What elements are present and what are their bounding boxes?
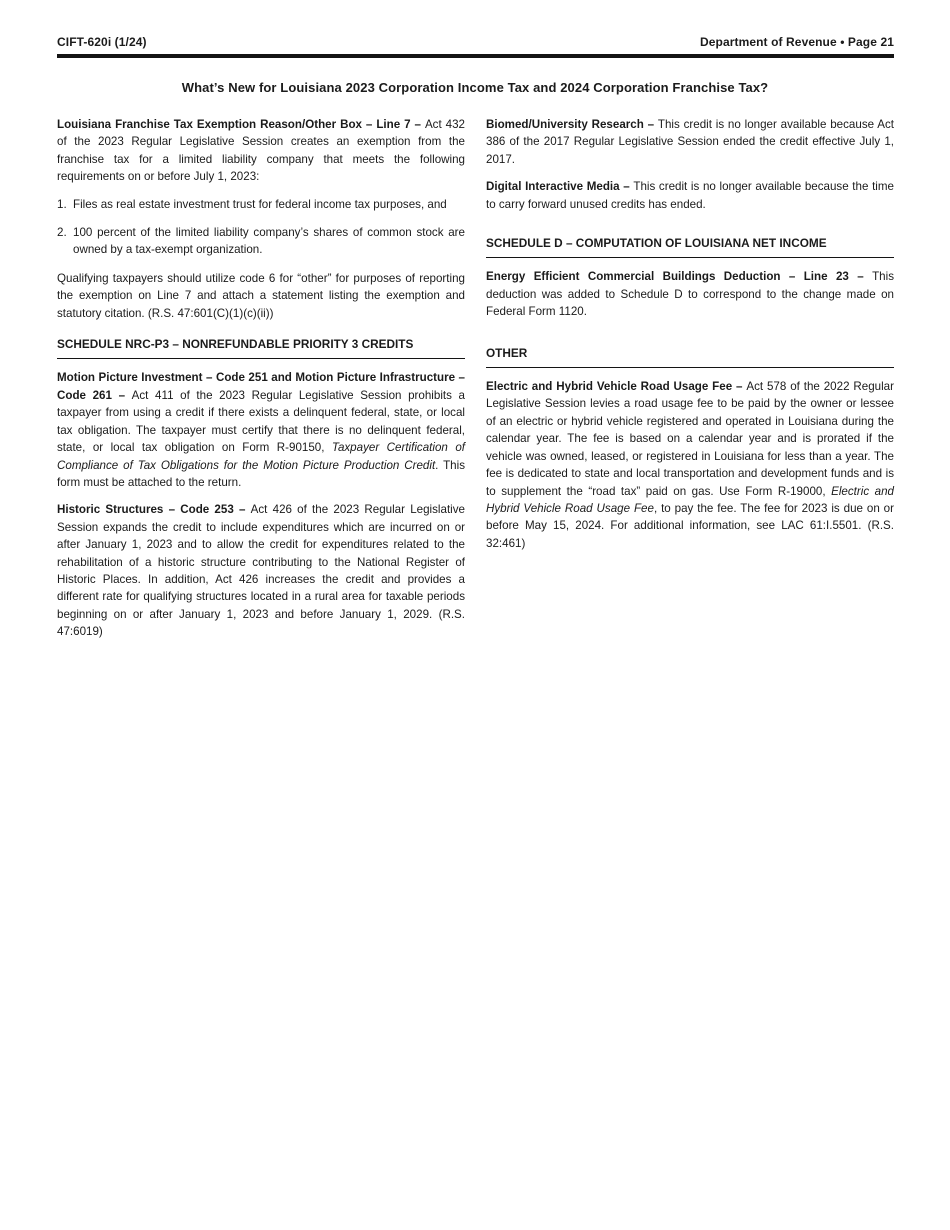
electric-vehicle-lead: Electric and Hybrid Vehicle Road Usage Fee – <box>486 380 747 394</box>
energy-deduction-body: This deduction was added to Schedule D to correspond to the change made on Federal Form 1120. <box>486 270 894 319</box>
motion-picture-lead: Motion Picture Investment – Code 251 and Motion Picture Infrastructure – Code 261 – <box>57 371 465 402</box>
electric-vehicle-paragraph <box>486 378 894 552</box>
list-item-number: 2. <box>57 226 67 240</box>
historic-structures-body: Act 426 of the 2023 Regular Legislative Session expands the credit to include expenditures which are incurred on or after January 1, 2023 and to allow the credit for expenditures related to the rehabilitation of a historic structure contributing to the National Register of Historic Places. In addition, Act 426 increases the credit and provides a different rate for qualifying structures located in a rural area for taxable periods beginning on or after January 1, 2023 and before January 1, 2029. (R.S. 47:6019) <box>57 503 465 639</box>
section-heading-nrc-p3: SCHEDULE NRC-P3 – NONREFUNDABLE PRIORITY 3 CREDITS <box>57 336 465 359</box>
list-item-text: Files as real estate investment trust for federal income tax purposes, and <box>73 197 447 211</box>
digital-media-lead: Digital Interactive Media – <box>486 180 634 194</box>
list-item-number: 1. <box>57 197 67 211</box>
page-header <box>57 35 894 49</box>
page-title: What’s New for Louisiana 2023 Corporation Income Tax and 2024 Corporation Franchise Tax? <box>181 80 769 95</box>
historic-structures-lead: Historic Structures – Code 253 – <box>57 503 251 517</box>
section-heading-schedule-d: SCHEDULE D – COMPUTATION OF LOUISIANA NET INCOME <box>486 235 894 258</box>
form-number: CIFT-620i (1/24) <box>57 35 147 49</box>
franchise-exemption-body: Act 432 of the 2023 Regular Legislative Session creates an exemption from the franchise tax for a limited liability company that meets the following requirements on or before July 1, 2023: <box>57 118 465 184</box>
right-column <box>486 116 894 651</box>
energy-deduction-paragraph <box>486 268 894 320</box>
electric-vehicle-body1: Act 578 of the 2022 Regular Legislative Session levies a road usage fee to be paid by the owner or lessee of an electric or hybrid vehicle registered and operated in Louisiana during the calendar year. The fee is based on a calendar year and is prorated if the vehicle was owned, leased, or registered in Louisiana for less than a year. The fee is dedicated to state and local transportation and development funds and is to supplement the “road tax” paid on gas. Use Form R-19000, <box>486 380 894 498</box>
biomed-lead: Biomed/University Research – <box>486 118 658 131</box>
franchise-exemption-paragraph <box>57 116 465 186</box>
biomed-body: This credit is no longer available because Act 386 of the 2017 Regular Legislative Session ended the credit effective July 1, 2017. <box>486 118 894 166</box>
digital-media-body: This credit is no longer available because the time to carry forward unused credits has ended. <box>486 180 894 211</box>
motion-picture-body1: Act 411 of the 2023 Regular Legislative Session prohibits a taxpayer from using a credit if there exists a delinquent federal, state, or local tax obligation. The taxpayer must certify that there is no delinquent federal, state, or local tax obligation on Form R-90150, <box>57 388 465 455</box>
two-column-layout <box>57 116 894 651</box>
list-item <box>57 224 465 259</box>
section-heading-other: OTHER <box>486 345 894 368</box>
header-rule <box>57 54 894 58</box>
electric-vehicle-body2: , to pay the fee. The fee for 2023 is due on or before May 15, 2024. For additional information, see LAC 61:I.5501. (R.S. 32:461) <box>486 501 894 550</box>
motion-picture-paragraph <box>57 369 465 491</box>
digital-media-paragraph <box>486 178 894 213</box>
energy-deduction-lead: Energy Efficient Commercial Buildings Deduction – Line 23 – <box>486 270 873 284</box>
historic-structures-paragraph <box>57 501 465 640</box>
franchise-exemption-lead: Louisiana Franchise Tax Exemption Reason/Other Box – Line 7 – <box>57 118 425 131</box>
motion-picture-form-title: Taxpayer Certification of Compliance of Tax Obligations for the Motion Picture Production Credit <box>57 441 465 472</box>
left-column <box>57 116 465 651</box>
qualifying-taxpayers-paragraph: Qualifying taxpayers should utilize code 6 for “other” for purposes of reporting the exemption on Line 7 and attach a statement listing the exemption and statutory citation. (R.S. 47:601(C)(1)(c)(ii)) <box>57 271 465 320</box>
list-item-text: 100 percent of the limited liability company’s shares of common stock are owned by a tax-exempt organization. <box>73 226 465 257</box>
list-item <box>57 196 465 213</box>
electric-vehicle-form-title: Electric and Hybrid Vehicle Road Usage Fee <box>486 484 894 515</box>
requirements-list <box>57 196 465 259</box>
motion-picture-body2: . This form must be attached to the return. <box>57 458 465 489</box>
biomed-paragraph <box>486 116 894 168</box>
page-indicator: Department of Revenue • Page 21 <box>699 35 894 49</box>
